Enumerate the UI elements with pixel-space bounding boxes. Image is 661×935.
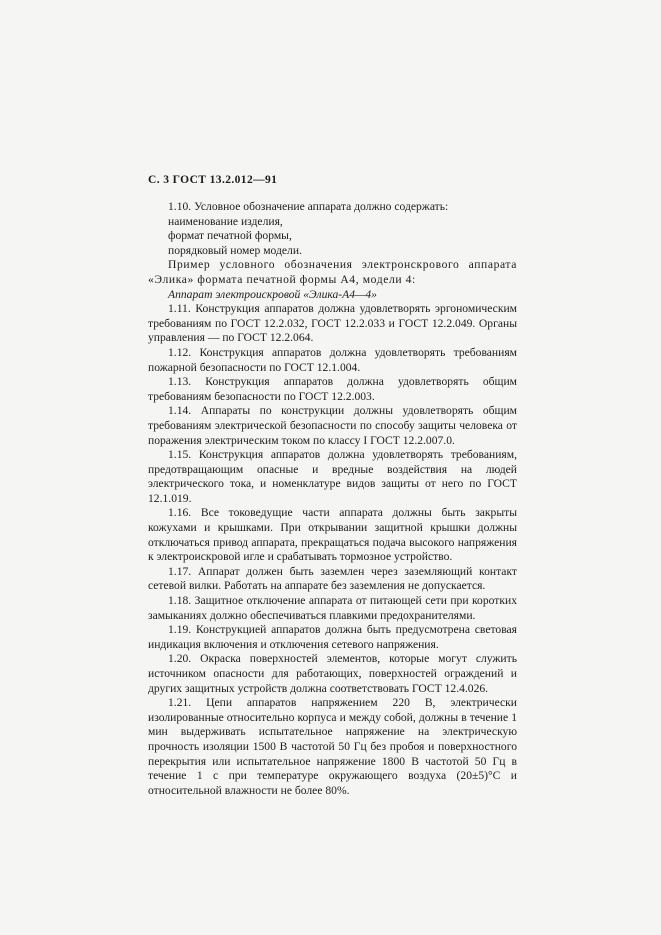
paragraph-1-12: 1.12. Конструкция аппаратов должна удовлетворять требованиям пожарной безопасности по ГОСТ 12.1.004. (148, 345, 517, 374)
page-header: С. 3 ГОСТ 13.2.012—91 (148, 174, 278, 186)
paragraph-1-16: 1.16. Все токоведущие части аппарата должны быть закрыты кожухами и крышками. При открывании защитной крышки должны отключаться привод аппарата, прекращаться подача высокого напряжения к электроискровой игле и срабатывать тормозное устройство. (148, 506, 517, 564)
document-body (148, 200, 517, 798)
paragraph-1-17: 1.17. Аппарат должен быть заземлен через заземляющий контакт сетевой вилки. Работать на аппарате без заземления не допускается. (148, 564, 517, 593)
list-item-name: наименование изделия, (168, 214, 283, 228)
paragraph-1-21: 1.21. Цепи аппаратов напряжением 220 В, электрически изолированные относительно корпуса и между собой, должны в течение 1 мин выдерживать испытательное напряжение на электрическую прочность изоляции 1500 В частотой 50 Гц без пробоя и поверхностного перекрытия или испытательное напряжение 1800 В частотой 50 Гц в течение 1 с при температуре окружающего воздуха (20±5)°С и относительной влажности не более 80%. (148, 696, 517, 797)
paragraph-1-18: 1.18. Защитное отключение аппарата от питающей сети при коротких замыканиях должно обеспечиваться плавкими предохранителями. (148, 594, 517, 622)
list-item-model: порядковый номер модели. (168, 243, 302, 257)
paragraph-1-15: 1.15. Конструкция аппаратов должна удовлетворять требованиям, предотвращающим опасные и вредные воздействия на людей электрического тока, и номенклатуре видов защиты от него по ГОСТ 12.1.019. (148, 448, 517, 505)
paragraph-1-14: 1.14. Аппараты по конструкции должны удовлетворять общим требованиям электрической безопасности по способу защиты человека от поражения электрическим током по классу I ГОСТ 12.2.007.0. (148, 404, 517, 447)
paragraph-1-19: 1.19. Конструкцией аппаратов должна быть предусмотрена световая индикация включения и отключения сетевого напряжения. (148, 623, 517, 651)
paragraph-1-11: 1.11. Конструкция аппаратов должна удовлетворять эргономическим требованиям по ГОСТ 12.2.032, ГОСТ 12.2.033 и ГОСТ 12.2.049. Органы управления — по ГОСТ 12.2.064. (148, 302, 517, 345)
paragraph-1-20: 1.20. Окраска поверхностей элементов, которые могут служить источником опасности для работающих, поверхностей ограждений и других защитных устройств должна соответствовать ГОСТ 12.4.026. (148, 652, 517, 695)
example-lead: Пример условного обозначения электронскрового аппарата «Элика» формата печатной формы А4, модели 4: (148, 258, 517, 286)
paragraph-1-10: 1.10. Условное обозначение аппарата должно содержать: (168, 200, 449, 213)
example-designation: Аппарат электроискровой «Элика-А4—4» (168, 287, 377, 301)
paragraph-1-13: 1.13. Конструкция аппаратов должна удовлетворять общим требованиям безопасности по ГОСТ 12.2.003. (148, 375, 517, 403)
list-item-format: формат печатной формы, (168, 229, 292, 243)
